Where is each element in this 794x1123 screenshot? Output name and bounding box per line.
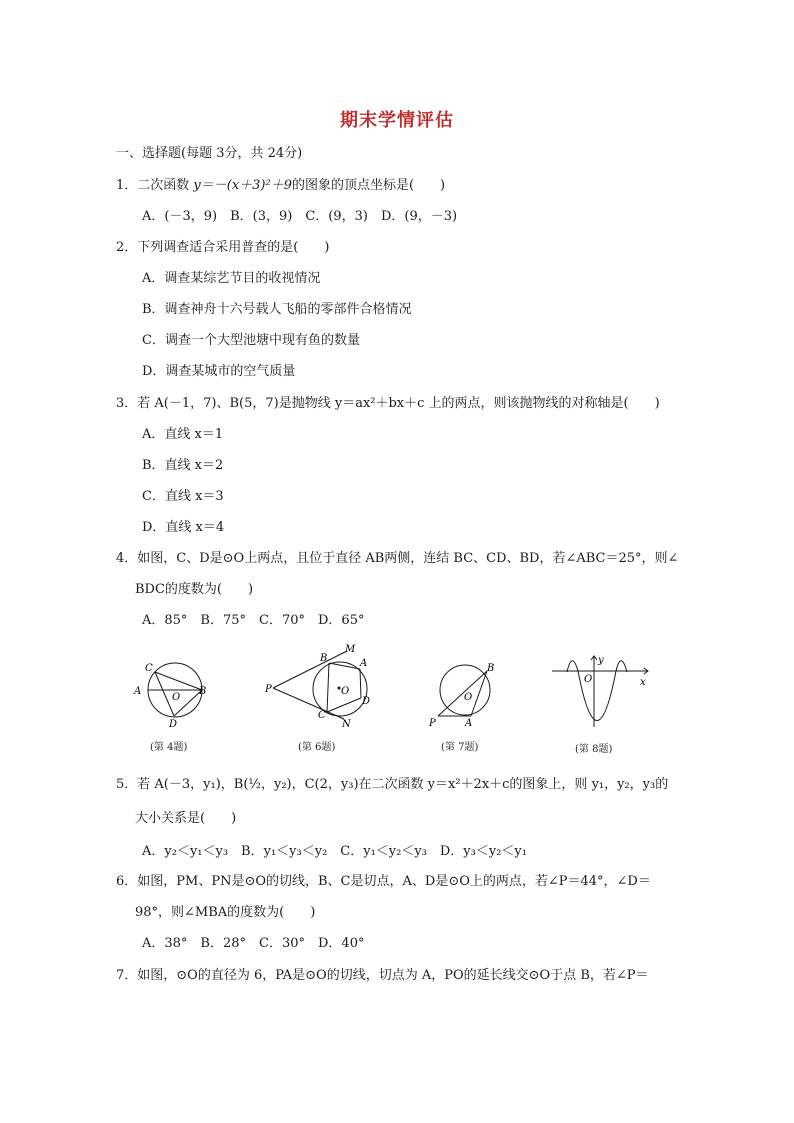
fig6-center-dot xyxy=(338,687,340,689)
figure-8 xyxy=(552,656,648,727)
q1-stem-post: 的图象的顶点坐标是( ) xyxy=(291,178,446,193)
question-5-stem-line1: 5．若 A(－3，y₁)，B(½，y₂)，C(2，y₃)在二次函数 y＝x²＋2x＋c的图象上，则 y₁，y₂，y₃的 xyxy=(116,777,669,792)
fig4-label-b: B xyxy=(199,686,207,697)
figure-7 xyxy=(438,665,490,716)
figure-4 xyxy=(148,663,202,717)
q1-function: y＝－(x＋3)²＋9 xyxy=(193,178,292,193)
fig7-label-p: P xyxy=(429,718,436,729)
question-5-stem-line2: 大小关系是( ) xyxy=(135,811,237,826)
q3-option-d: D．直线 x＝4 xyxy=(142,520,225,535)
fig6-chord-ba xyxy=(329,663,360,669)
fig6-label-b: B xyxy=(320,653,328,664)
fig6-chord-ad xyxy=(360,669,361,698)
fig6-chord-dc xyxy=(327,698,361,712)
question-6-options: A．38° B．28° C．30° D．40° xyxy=(142,936,365,951)
fig8-label-o: O xyxy=(584,674,593,685)
question-4-stem-line2: BDC的度数为( ) xyxy=(135,582,254,597)
fig6-tangent-pn xyxy=(273,688,344,719)
fig4-label-d: D xyxy=(169,719,178,730)
q3-option-a: A．直线 x＝1 xyxy=(142,427,224,442)
page-title: 期末学情评估 xyxy=(340,110,454,131)
caption-figure-8: (第 8题) xyxy=(575,744,613,755)
fig6-label-d: D xyxy=(362,696,371,707)
section-heading: 一、选择题(每题 3分，共 24分) xyxy=(116,146,303,161)
question-2-stem: 2．下列调查适合采用普查的是( ) xyxy=(116,240,330,255)
question-6-stem-line1: 6．如图，PM、PN是⊙O的切线，B、C是切点，A、D是⊙O上的两点，若∠P＝44°，∠D＝ xyxy=(116,874,651,889)
caption-figure-7: (第 7题) xyxy=(441,742,479,753)
question-1-options: A．(－3，9) B．(3，9) C．(9，3) D．(9，－3) xyxy=(142,209,458,224)
caption-figure-6: (第 6题) xyxy=(298,742,336,753)
q1-stem-pre: 1．二次函数 xyxy=(116,178,194,193)
fig8-parabola xyxy=(567,661,627,721)
q2-option-a: A．调查某综艺节目的收视情况 xyxy=(142,271,321,286)
fig6-label-m: M xyxy=(345,644,356,655)
fig7-label-b: B xyxy=(487,663,495,674)
fig7-label-a: A xyxy=(465,718,473,729)
fig6-label-o: O xyxy=(341,686,350,697)
question-5-options: A．y₂＜y₁＜y₃ B．y₁＜y₃＜y₂ C．y₁＜y₂＜y₃ D．y₃＜y₂＜y₁ xyxy=(142,844,527,859)
fig6-label-c: C xyxy=(318,710,326,721)
q2-option-b: B．调查神舟十六号载人飞船的零部件合格情况 xyxy=(142,302,412,317)
fig7-line-pb xyxy=(438,671,487,716)
fig4-label-a: A xyxy=(134,686,142,697)
caption-figure-4: (第 4题) xyxy=(150,742,188,753)
q2-option-d: D．调查某城市的空气质量 xyxy=(142,364,296,379)
fig8-label-y: y xyxy=(598,655,604,666)
fig6-chord-bc xyxy=(327,663,329,712)
q3-option-b: B．直线 x＝2 xyxy=(142,458,224,473)
fig8-label-x: x xyxy=(640,677,646,688)
fig6-tangent-pm xyxy=(273,651,347,688)
question-4-options: A．85° B．75° C．70° D．65° xyxy=(142,613,365,628)
q3-option-c: C．直线 x＝3 xyxy=(142,489,224,504)
question-6-stem-line2: 98°，则∠MBA的度数为( ) xyxy=(135,905,316,920)
q2-option-c: C．调查一个大型池塘中现有鱼的数量 xyxy=(142,333,360,348)
fig6-label-p: P xyxy=(265,684,272,695)
fig6-label-a: A xyxy=(360,658,368,669)
question-4-stem-line1: 4．如图，C、D是⊙O上两点，且位于直径 AB两侧，连结 BC、CD、BD，若∠ABC＝25°，则∠ xyxy=(116,551,679,566)
fig4-label-o: O xyxy=(172,692,181,703)
fig6-label-n: N xyxy=(342,719,351,730)
question-3-stem: 3．若 A(－1，7)、B(5，7)是抛物线 y＝ax²＋bx＋c 上的两点，则该抛物线的对称轴是( ) xyxy=(116,396,660,411)
question-7-stem-line1: 7．如图，⊙O的直径为 6，PA是⊙O的切线，切点为 A，PO的延长线交⊙O于点 B，若∠P＝ xyxy=(116,968,649,983)
fig7-label-o: O xyxy=(464,692,473,703)
fig4-label-c: C xyxy=(145,663,153,674)
